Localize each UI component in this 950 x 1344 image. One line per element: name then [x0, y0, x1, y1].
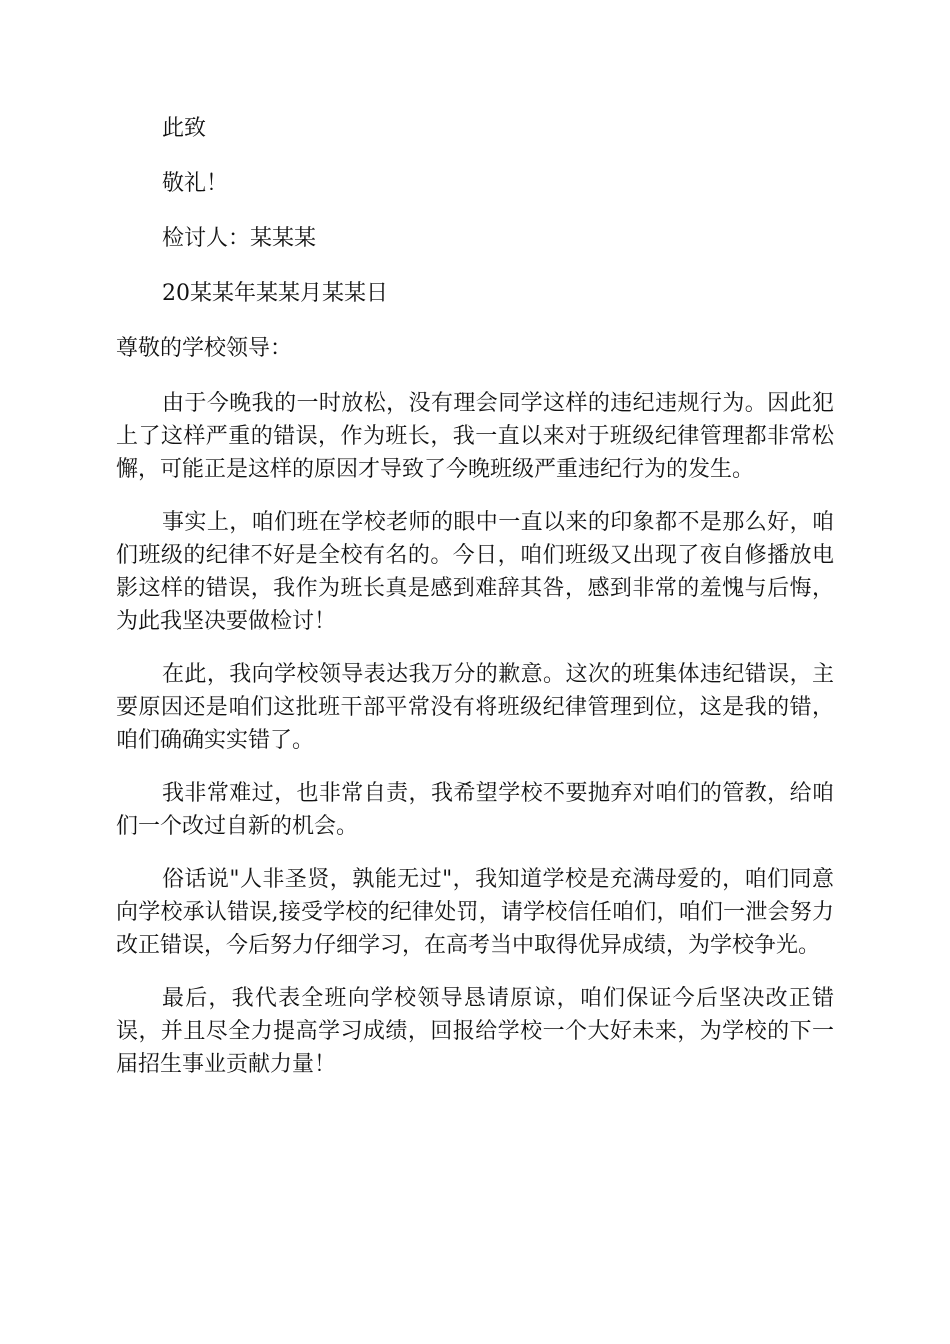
- letter-paragraph-1: 由于今晚我的一时放松，没有理会同学这样的违纪违规行为。因此犯上了这样严重的错误，作为班长，我一直以来对于班级纪律管理都非常松懈，可能正是这样的原因才导致了今晚班级严重违纪行为的发生。: [116, 391, 834, 482]
- letter-paragraph-4: 我非常难过，也非常自责，我希望学校不要抛弃对咱们的管教，给咱们一个改过自新的机会。: [116, 781, 834, 839]
- letter-paragraph-2: 事实上，咱们班在学校老师的眼中一直以来的印象都不是那么好，咱们班级的纪律不好是全校有名的。今日，咱们班级又出现了夜自修播放电影这样的错误，我作为班长真是感到难辞其咎，感到非常的羞愧与后悔，为此我坚决要做检讨！: [116, 510, 834, 634]
- signer-line: 检讨人：某某某: [162, 226, 317, 251]
- letter-greeting: 尊敬的学校领导：: [116, 336, 293, 361]
- closing-salutation-2: 敬礼！: [162, 171, 229, 196]
- closing-salutation-1: 此致: [162, 116, 207, 141]
- document-body: [116, 112, 834, 1081]
- letter-paragraph-3: 在此，我向学校领导表达我万分的歉意。这次的班集体违纪错误，主要原因还是咱们这批班干部平常没有将班级纪律管理到位，这是我的错，咱们确确实实错了。: [116, 662, 834, 753]
- letter-paragraph-5: 俗话说"人非圣贤，孰能无过"，我知道学校是充满母爱的，咱们同意向学校承认错误,接受学校的纪律处罚，请学校信任咱们，咱们一泄会努力改正错误，今后努力仔细学习，在高考当中取得优异成绩，为学校争光。: [116, 867, 834, 958]
- letter-paragraph-6: 最后，我代表全班向学校领导恳请原谅，咱们保证今后坚决改正错误，并且尽全力提高学习成绩，回报给学校一个大好未来，为学校的下一届招生事业贡献力量！: [116, 986, 834, 1077]
- date-line: 20某某年某某月某某日: [162, 281, 388, 306]
